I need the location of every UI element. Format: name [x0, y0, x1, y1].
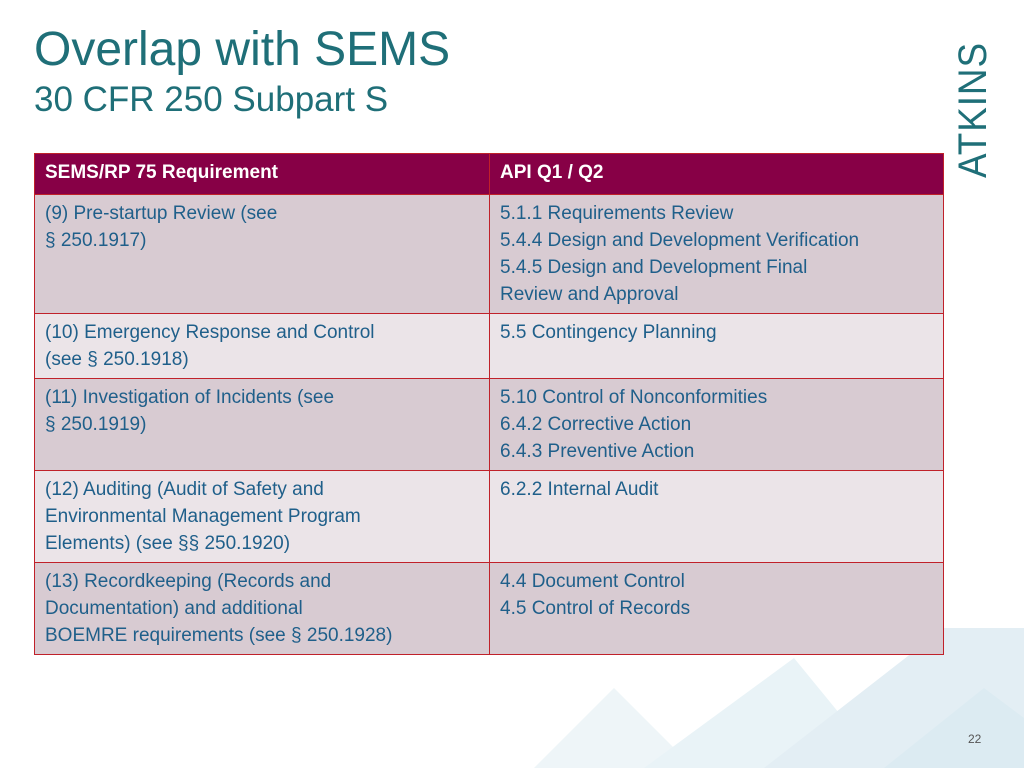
requirement-cell	[35, 195, 490, 314]
cell-line: 6.2.2 Internal Audit	[500, 479, 659, 500]
atkins-logo-text: ATKINS	[952, 40, 995, 178]
table-row	[35, 195, 944, 314]
cell-line: 5.10 Control of Nonconformities	[500, 387, 768, 408]
cell-line: BOEMRE requirements (see § 250.1928)	[45, 625, 393, 646]
atkins-logo	[952, 40, 996, 180]
cell-line: (11) Investigation of Incidents (see	[45, 387, 335, 408]
cell-line: (9) Pre-startup Review (see	[45, 203, 278, 224]
api-cell	[490, 379, 944, 471]
cell-line: (13) Recordkeeping (Records and	[45, 571, 332, 592]
slide-subtitle: 30 CFR 250 Subpart S	[34, 80, 389, 119]
cell-line: Environmental Management Program	[45, 506, 361, 527]
cell-line: 4.5 Control of Records	[500, 598, 691, 619]
cell-line: 5.5 Contingency Planning	[500, 322, 717, 343]
slide-title-block	[34, 23, 451, 119]
cell-line: 5.1.1 Requirements Review	[500, 203, 734, 224]
api-cell	[490, 314, 944, 379]
cell-line: (see § 250.1918)	[45, 349, 189, 370]
cell-line: § 250.1919)	[45, 414, 147, 435]
cell-line: § 250.1917)	[45, 230, 147, 251]
cell-line: 6.4.2 Corrective Action	[500, 414, 692, 435]
api-cell	[490, 195, 944, 314]
api-cell	[490, 471, 944, 563]
requirement-cell	[35, 314, 490, 379]
slide-title: Overlap with SEMS	[34, 23, 451, 76]
table-row	[35, 314, 944, 379]
cell-line: Documentation) and additional	[45, 598, 303, 619]
cell-line: 5.4.4 Design and Development Verification	[500, 230, 860, 251]
requirement-cell	[35, 563, 490, 655]
cell-line: (10) Emergency Response and Control	[45, 322, 375, 343]
cell-line: Elements) (see §§ 250.1920)	[45, 533, 291, 554]
cell-line: Review and Approval	[500, 284, 679, 305]
requirement-cell	[35, 379, 490, 471]
header-api-q1-q2: API Q1 / Q2	[490, 154, 944, 195]
table-row	[35, 563, 944, 655]
cell-line: (12) Auditing (Audit of Safety and	[45, 479, 324, 500]
requirement-cell	[35, 471, 490, 563]
requirements-table	[34, 153, 944, 655]
table-row	[35, 379, 944, 471]
api-cell	[490, 563, 944, 655]
cell-line: 4.4 Document Control	[500, 571, 685, 592]
page-number: 22	[968, 732, 982, 746]
table-header-row	[35, 154, 944, 195]
cell-line: 5.4.5 Design and Development Final	[500, 257, 808, 278]
header-sems-requirement: SEMS/RP 75 Requirement	[35, 154, 490, 195]
cell-line: 6.4.3 Preventive Action	[500, 441, 695, 462]
table-row	[35, 471, 944, 563]
